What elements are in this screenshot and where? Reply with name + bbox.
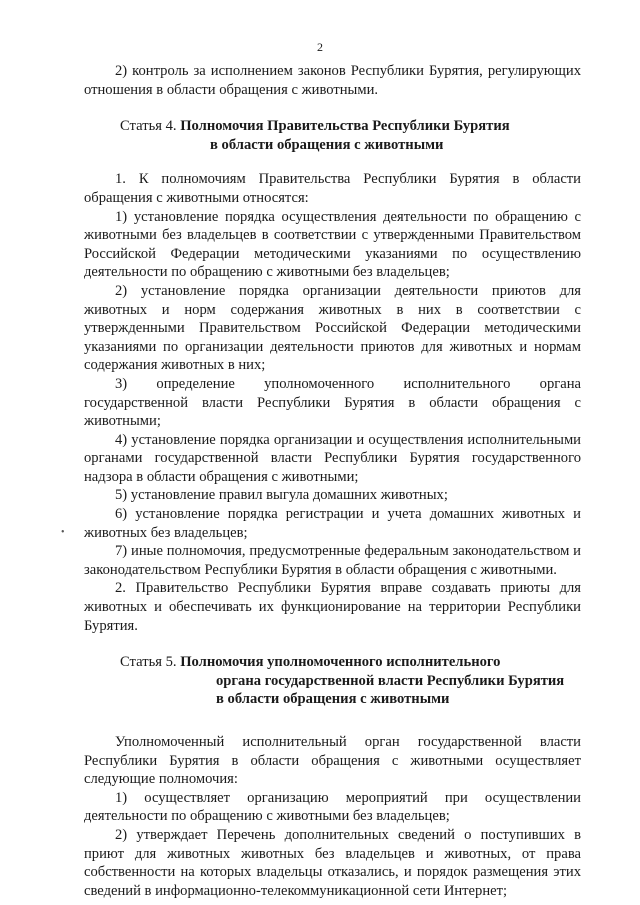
article-5-heading (84, 653, 581, 709)
document-body (84, 62, 581, 900)
intro-item: 2) контроль за исполнением законов Республики Бурятия, регулирующих отношения в области обращения с животными. (84, 63, 581, 98)
article-4-paragraph: 1. К полномочиям Правительства Республики Бурятия в области обращения с животными относятся: (84, 171, 581, 206)
article-5-title-line1: Полномочия уполномоченного исполнительного (180, 654, 501, 671)
article-4-paragraph: 7) иные полномочия, предусмотренные федеральным законодательством и законодательством Республики Бурятия в области обращения с животными. (84, 543, 581, 578)
article-5-paragraph: Уполномоченный исполнительный орган государственной власти Республики Бурятия в области обращения с животными осуществляет следующие полномочия: (84, 734, 581, 788)
article-5-paragraph: 2) утверждает Перечень дополнительных сведений о поступивших в приют для животных животных без владельцев и животных, от права собственности на которых владельцы отказались, и порядок размещения этих сведений в информационно-телекоммуникационной сети Интернет; (84, 826, 581, 899)
article-5-label: Статья 5. (120, 654, 177, 671)
article-5-paragraph: 1) осуществляет организацию мероприятий при осуществлении деятельности по обращению с животными без владельцев; (84, 789, 581, 825)
page-number: 2 (317, 40, 323, 54)
article-5-title-line2: органа государственной власти Республики Бурятия (216, 672, 565, 689)
article-4-label: Статья 4. (120, 118, 177, 135)
article-4-paragraph: 5) установление правил выгула домашних животных; (115, 487, 448, 504)
article-4-paragraph: 1) установление порядка осуществления деятельности по обращению с животными без владельцев в соответствии с утвержденными Правительством Российской Федерации методическими указаниями по осуществлению деятельности по обращению с животными без владельцев; (84, 208, 581, 281)
article-4-paragraph: 2) установление порядка организации деятельности приютов для животных и норм содержания животных в них в соответствии с утвержденными Правительством Российской Федерации методическими указаниями по организации деятельности приютов для животных и нормам содержания животных в них; (84, 282, 581, 374)
article-4-paragraph: 2. Правительство Республики Бурятия вправе создавать приюты для животных и обеспечивать их функционирование на территории Республики Бурятия. (84, 580, 581, 634)
article-4-title-line2: в области обращения с животными (210, 136, 444, 153)
article-5-title-line3: в области обращения с животными (216, 691, 450, 708)
article-4-paragraph: 3) определение уполномоченного исполнительного органа государственной власти Республики Бурятия в области обращения с животными; (84, 375, 581, 430)
article-4-title-line1: Полномочия Правительства Республики Бурятия (180, 118, 510, 135)
article-4-heading (84, 117, 581, 154)
article-4-paragraph: 4) установление порядка организации и осуществления исполнительными органами государственной власти Республики Бурятия государственного надзора в области обращения с животными; (84, 431, 581, 485)
article-4-paragraph: 6) установление порядка регистрации и учета домашних животных и животных без владельцев; (84, 506, 581, 541)
margin-dot-mark: • (61, 527, 65, 538)
